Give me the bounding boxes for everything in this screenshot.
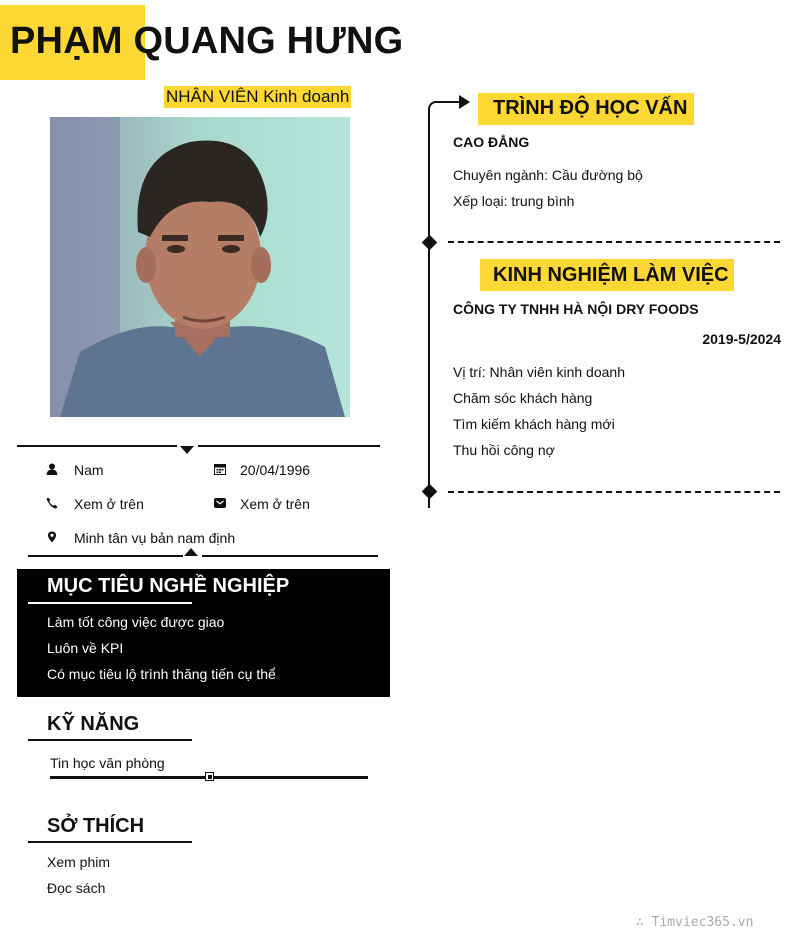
timeline-diamond: [422, 235, 438, 251]
job-title: NHÂN VIÊN Kinh doanh: [166, 87, 350, 106]
location-pin-icon: [46, 530, 58, 548]
timeline-connector: [441, 101, 461, 103]
birthday-value: 20/04/1996: [240, 462, 311, 478]
info-divider-top-right: [198, 445, 380, 447]
skill-name: Tin học văn phòng: [50, 755, 165, 771]
education-rank: Xếp loại: trung bình: [453, 193, 575, 209]
education-school: CAO ĐẲNG: [453, 134, 530, 150]
experience-company: CÔNG TY TNHH HÀ NỘI DRY FOODS: [453, 301, 699, 317]
timeline-curve: [428, 101, 442, 119]
phone-value: Xem ở trên: [74, 496, 144, 512]
email-icon: [214, 496, 226, 514]
career-goal-item: Luôn về KPI: [47, 640, 124, 656]
experience-item: Thu hồi công nợ: [453, 442, 555, 458]
timeline-line: [428, 118, 430, 508]
timeline-arrow-icon: [459, 95, 470, 109]
career-goal-title: MỤC TIÊU NGHỀ NGHIỆP: [47, 575, 290, 597]
hobby-item: Xem phim: [47, 854, 111, 870]
career-goal-underline: [28, 602, 192, 604]
info-divider-top-left: [17, 445, 177, 447]
education-divider: [448, 241, 780, 243]
phone-icon: [46, 496, 58, 514]
experience-item: Vị trí: Nhân viên kinh doanh: [453, 364, 625, 380]
info-divider-bottom-right: [202, 555, 378, 557]
watermark-text: Timviec365.vn: [651, 915, 754, 930]
info-divider-bottom-left: [28, 555, 183, 557]
address-value: Minh tân vụ bản nam định: [74, 530, 236, 546]
skill-level-handle: [205, 772, 214, 781]
skills-underline: [28, 739, 192, 741]
watermark-dots-icon: ∴: [636, 915, 652, 930]
timeline-diamond: [422, 484, 438, 500]
experience-title: KINH NGHIỆM LÀM VIỆC: [493, 264, 729, 286]
calendar-icon: [214, 462, 226, 480]
education-major: Chuyên ngành: Cầu đường bộ: [453, 167, 643, 183]
hobbies-title: SỞ THÍCH: [47, 815, 145, 837]
watermark: [636, 915, 753, 930]
career-goal-item: Có mục tiêu lộ trình thăng tiến cụ thể: [47, 666, 276, 682]
experience-item: Tìm kiếm khách hàng mới: [453, 416, 615, 432]
email-value: Xem ở trên: [240, 496, 310, 512]
divider-arrow-down: [180, 446, 194, 454]
profile-photo: [50, 117, 350, 417]
hobby-item: Đọc sách: [47, 880, 106, 896]
experience-period: 2019-5/2024: [702, 331, 781, 347]
skills-title: KỸ NĂNG: [47, 713, 140, 735]
experience-item: Chăm sóc khách hàng: [453, 390, 593, 406]
gender-value: Nam: [74, 462, 104, 478]
user-icon: [46, 462, 58, 480]
candidate-name: PHẠM QUANG HƯNG: [10, 20, 404, 62]
divider-arrow-up: [184, 548, 198, 556]
hobbies-underline: [28, 841, 192, 843]
experience-divider: [448, 491, 780, 493]
career-goal-item: Làm tốt công việc được giao: [47, 614, 225, 630]
education-title: TRÌNH ĐỘ HỌC VẤN: [493, 97, 688, 119]
